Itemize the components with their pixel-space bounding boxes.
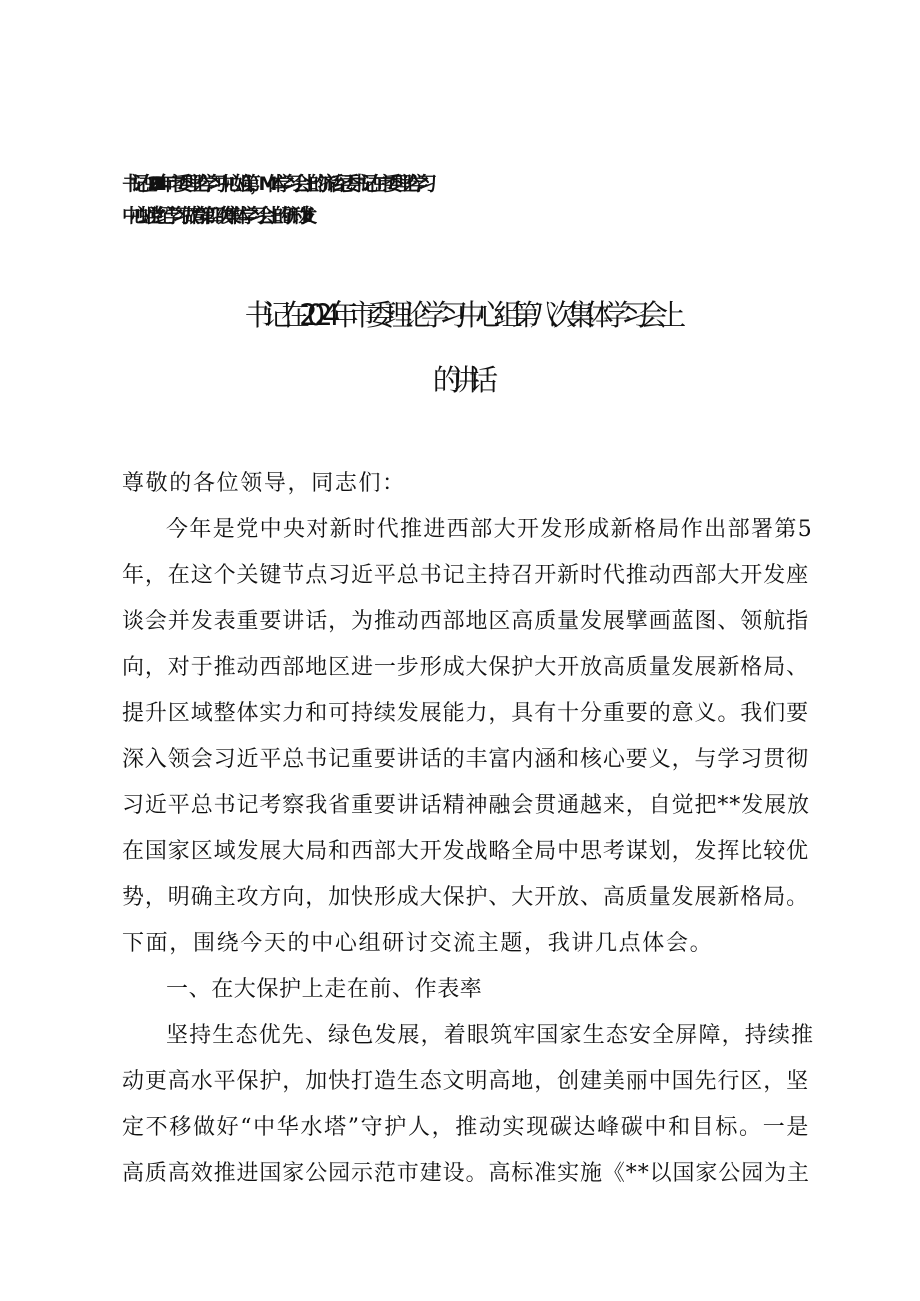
paragraph1-line: 提升区域整体实力和可持续发展能力，具有十分重要的意义。我们要 <box>122 701 810 726</box>
paragraph1-line: 年，在这个关键节点习近平总书记主持召开新时代推动西部大开发座 <box>122 563 810 588</box>
paragraph1-line: 谈会并发表重要讲话，为推动西部地区高质量发展擘画蓝图、领航指 <box>122 609 810 634</box>
section-heading-1: 一、在大保护上走在前、作表率 <box>166 977 483 1002</box>
paragraph1-line: 在国家区域发展大局和西部大开发战略全局中思考谋划，发挥比较优 <box>122 839 810 864</box>
salutation: 尊敬的各位领导，同志们： <box>122 471 406 496</box>
paragraph1-line: 习近平总书记考察我省重要讲话精神融会贯通越来，自觉把**发展放 <box>122 793 810 818</box>
paragraph2-line: 定不移做好“中华水塔”守护人，推动实现碳达峰碳中和目标。一是 <box>122 1115 810 1140</box>
paragraph2-line: 高质高效推进国家公园示范市建设。高标准实施《**以国家公园为主 <box>122 1161 810 1186</box>
header-line-2: 中心蛆党纪学习做育第四次集体学习会上的研讨发lr <box>122 205 302 227</box>
paragraph1-line: 向，对于推动西部地区进一步形成大保护大开放高质量发展新格局、 <box>122 655 810 680</box>
paragraph2-line: 坚持生态优先、绿色发展，着眼筑牢国家生态安全屏障，持续推 <box>166 1023 815 1048</box>
paragraph2-line: 动更高水平保护，加快打造生态文明高地，创建美丽中国先行区，坚 <box>122 1069 810 1094</box>
header-line-1: 书记在2024年市委理论学习中心姐第，M体学习会上的济话纪委书记在市委理论学习 <box>122 173 427 195</box>
document-header <box>122 168 822 232</box>
paragraph1-line: 深入领会习近平总书记重要讲话的丰富内涵和核心要义，与学习贯彻 <box>122 747 810 772</box>
paragraph1-line: 今年是党中央对新时代推进西部大开发形成新格局作出部署第5 <box>166 517 814 542</box>
paragraph1-line: 势，明确主攻方向，加快形成大保护、大开放、高质量发展新格局。 <box>122 885 810 910</box>
paragraph1-line: 下面，围绕今天的中心组研讨交流主题，我讲几点体会。 <box>122 931 714 956</box>
speech-title-line-1: 书记在2024年市委理论学习中心组第八次集体学习会上 <box>244 298 676 332</box>
speech-title-line-2: 的讲话 <box>432 363 488 397</box>
